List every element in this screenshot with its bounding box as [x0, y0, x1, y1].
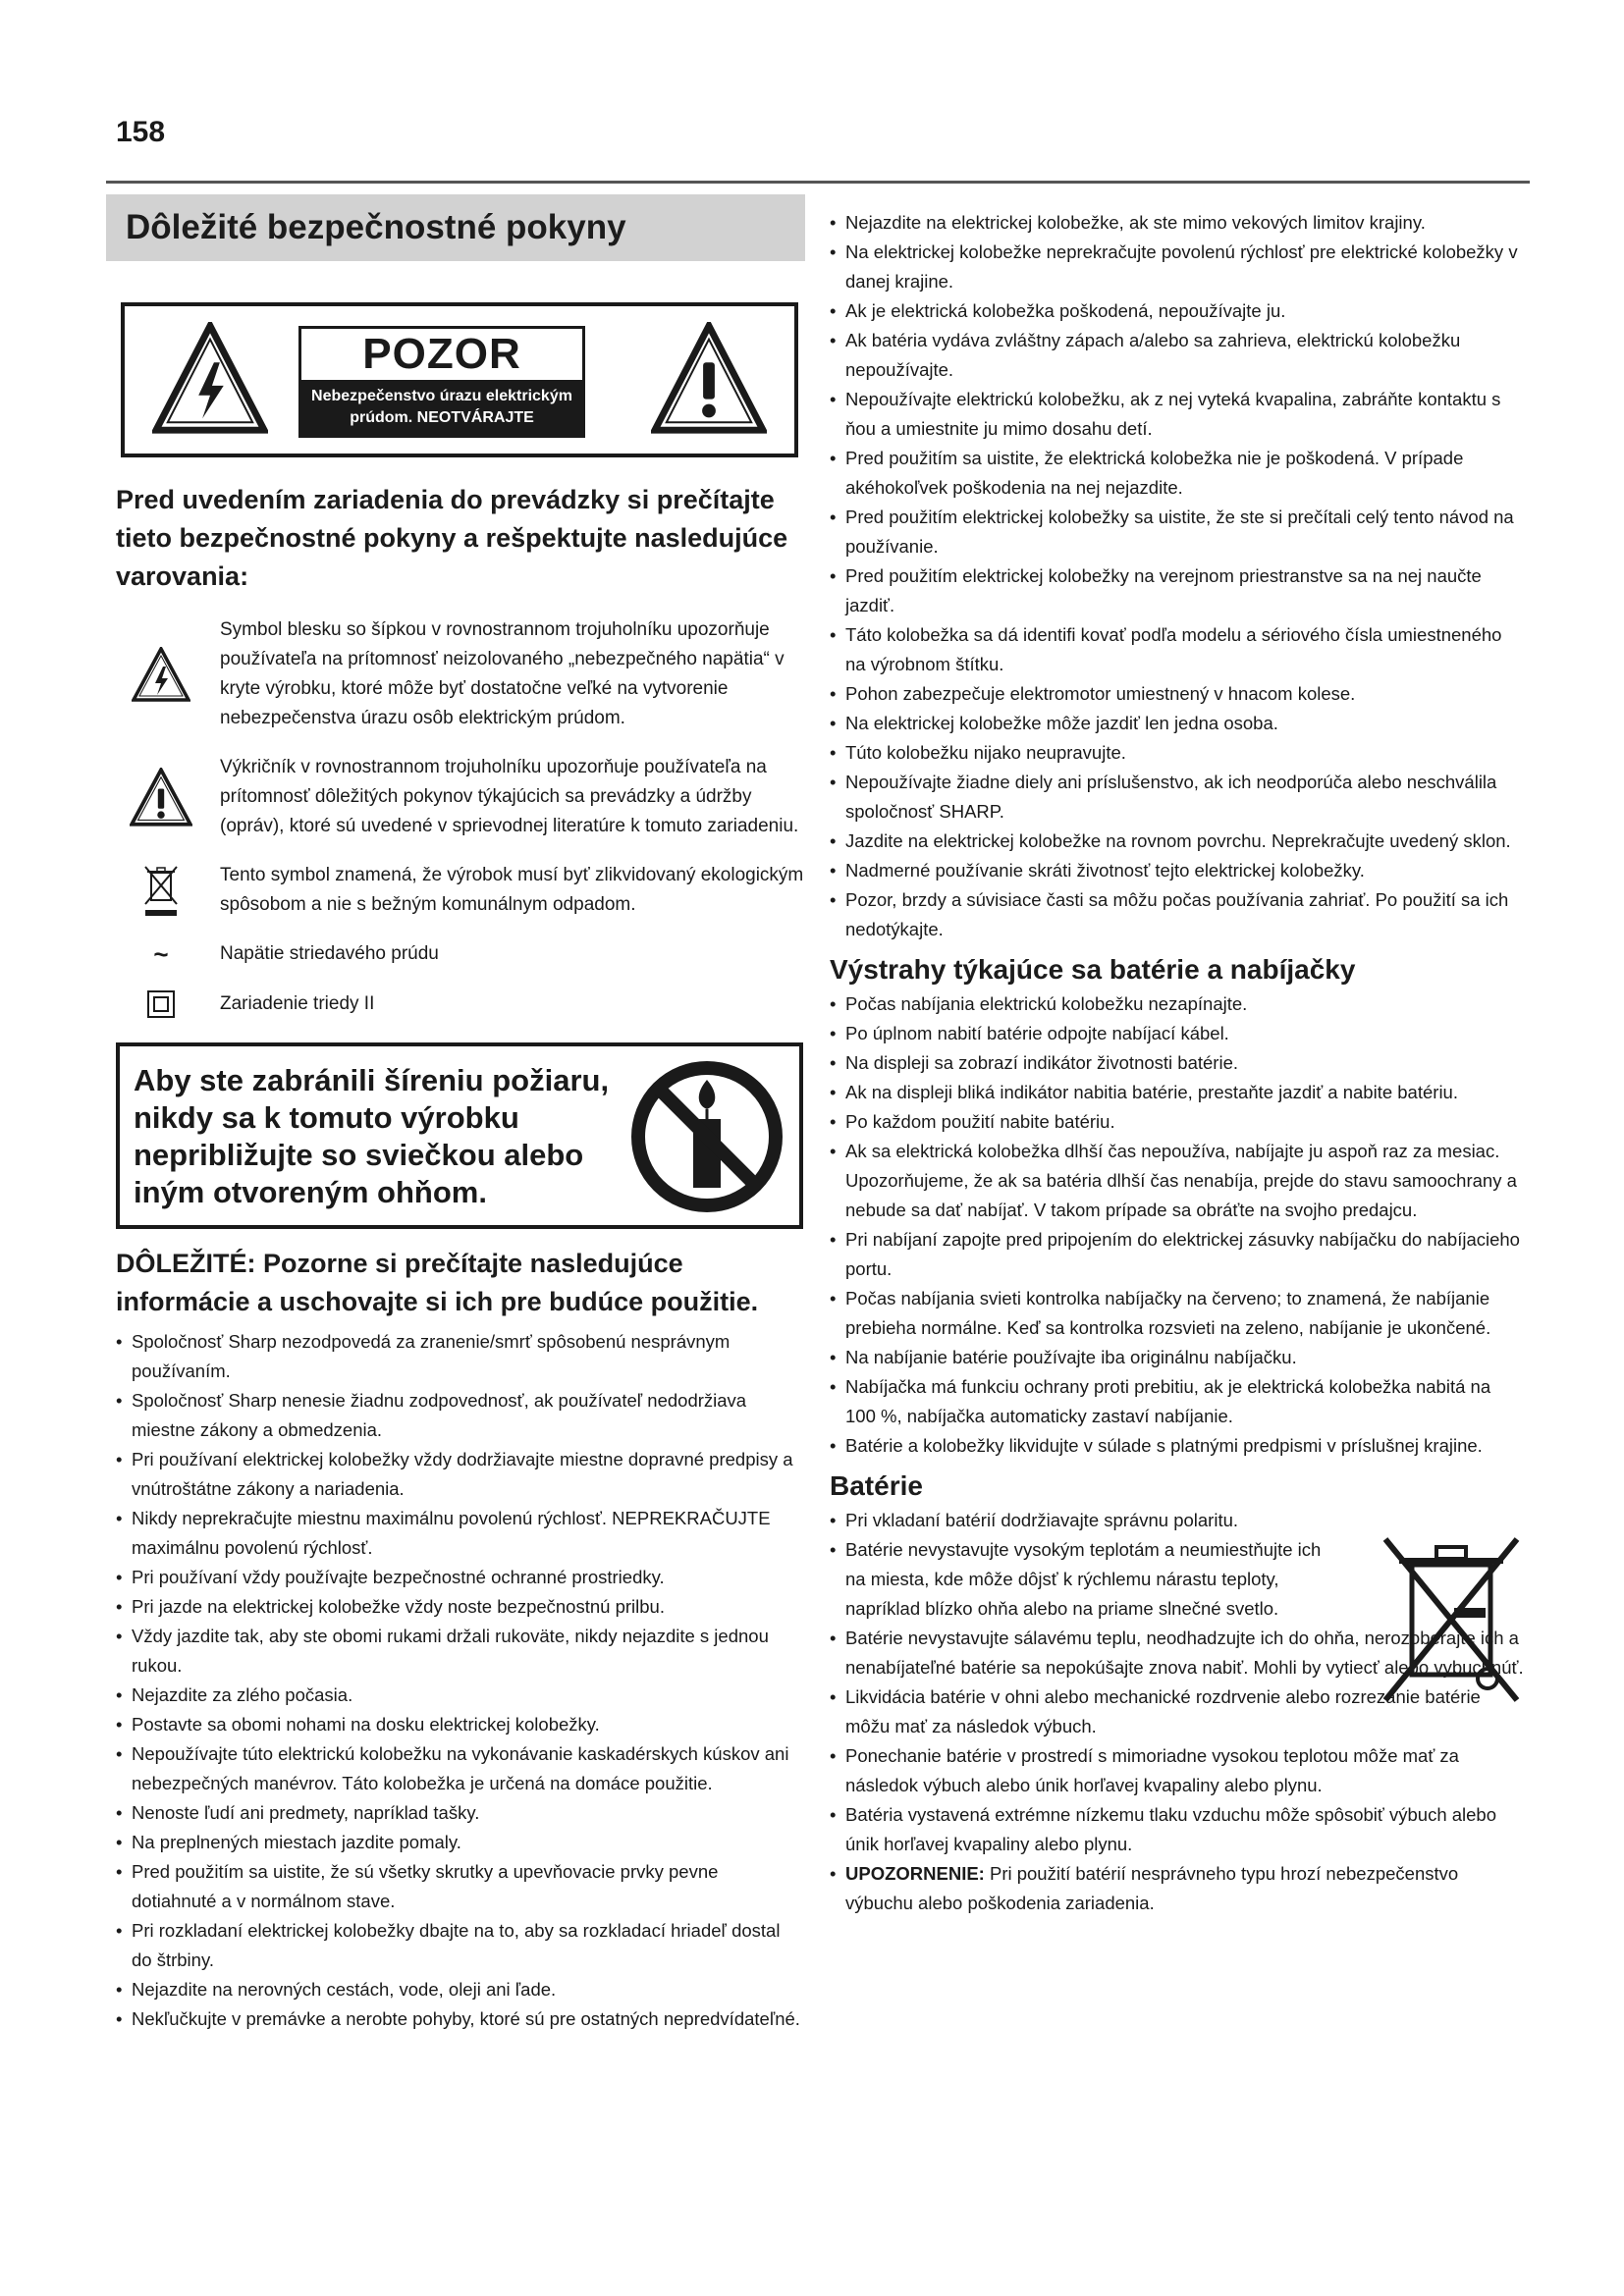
caution-box [121, 302, 798, 457]
list-item: • Nejazdite na nerovných cestách, vode, oleji ani ľade. [116, 1975, 805, 2004]
list-item: • Na elektrickej kolobežke môže jazdiť len jedna osoba. [830, 709, 1525, 738]
fire-warning-box [116, 1042, 803, 1229]
list-item: • Počas nabíjania elektrickú kolobežku nezapínajte. [830, 989, 1525, 1019]
list-item: • Pred použitím elektrickej kolobežky na verejnom priestranstve sa na nej naučte jazdiť. [830, 561, 1525, 620]
battery-heading: Batérie [830, 1470, 923, 1501]
list-item: • Pri vkladaní batérií dodržiavajte správnu polaritu. [830, 1506, 1346, 1535]
list-item: • Pred použitím sa uistite, že sú všetky skrutky a upevňovacie prvky pevne dotiahnuté a v normálnom stave. [116, 1857, 805, 1916]
list-item: • Nepoužívajte žiadne diely ani príslušenstvo, ak ich neodporúča alebo neschválila spoločnosť SHARP. [830, 768, 1525, 827]
list-item: • Ak sa elektrická kolobežka dlhší čas nepoužíva, nabíjajte ju aspoň raz za mesiac. Upozorňujeme, že ak sa batéria dlhší čas nenabíja, prejde do stavu samoochrany a nebude sa dať nabíjať. V takom prípade sa obráťte na svojho predajcu. [830, 1137, 1525, 1225]
list-item: • Počas nabíjania svieti kontrolka nabíjačky na červeno; to znamená, že nabíjanie prebieha normálne. Keď sa kontrolka rozsvieti na zeleno, nabíjanie je ukončené. [830, 1284, 1525, 1343]
list-item: • Ponechanie batérie v prostredí s mimoriadne vysokou teplotou môže mať za následok výbuch alebo únik horľavej kvapaliny alebo plynu. [830, 1741, 1525, 1800]
symbol-row-class2 [116, 989, 805, 1019]
right-column [830, 208, 1525, 1918]
list-item: • Spoločnosť Sharp nezodpovedá za zranenie/smrť spôsobenú nesprávnym používaním. [116, 1327, 805, 1386]
notice-text: Pri použití batérií nesprávneho typu hrozí nebezpečenstvo výbuchu alebo poškodenia zariadenia. [845, 1863, 1459, 1913]
symbol-row-ac [116, 939, 805, 970]
caution-subtitle-line2: prúdom. NEOTVÁRAJTE [350, 409, 534, 426]
list-item: • Nejazdite za zlého počasia. [116, 1681, 805, 1710]
list-item: • Na elektrickej kolobežke neprekračujte povolenú rýchlosť pre elektrické kolobežky v danej krajine. [830, 238, 1525, 296]
symbol-text: Zariadenie triedy II [220, 993, 375, 1014]
lightning-triangle-icon [152, 322, 268, 438]
list-item: • Pohon zabezpečuje elektromotor umiestnený v hnacom kolese. [830, 679, 1525, 709]
list-item: • Pri rozkladaní elektrickej kolobežky dbajte na to, aby sa rozkladací hriadeľ dostal do štrbiny. [116, 1916, 805, 1975]
list-item: • Nepoužívajte túto elektrickú kolobežku na vykonávanie kaskadérskych kúskov ani nebezpečných manévrov. Táto kolobežka je určená na domáce použitie. [116, 1739, 805, 1798]
symbol-list [116, 615, 805, 1019]
notice-label: UPOZORNENIE: [845, 1863, 985, 1884]
intro-heading: Pred uvedením zariadenia do prevádzky si prečítajte tieto bezpečnostné pokyny a rešpektujte nasledujúce varovania: [116, 485, 788, 591]
left-column [116, 194, 805, 2034]
list-item: • Batérie nevystavujte vysokým teplotám a neumiestňujte ich na miesta, kde môže dôjsť k rýchlemu nárastu teploty, napríklad blízko ohňa alebo na priame slnečné svetlo. [830, 1535, 1346, 1624]
list-item: • Pred použitím sa uistite, že elektrická kolobežka nie je poškodená. V prípade akéhokoľvek poškodenia na nej nejazdite. [830, 444, 1525, 503]
section-title: Dôležité bezpečnostné pokyny [126, 208, 626, 246]
important-heading: DÔLEŽITÉ: Pozorne si prečítajte nasledujúce informácie a uschovajte si ich pre budúce použitie. [116, 1249, 759, 1316]
fire-warning-text: Aby ste zabránili šíreniu požiaru, nikdy sa k tomuto výrobku nepribližujte so sviečkou alebo iným otvoreným ohňom. [134, 1063, 610, 1209]
list-item: • Batérie a kolobežky likvidujte v súlade s platnými predpismi v príslušnej krajine. [830, 1431, 1525, 1461]
caution-title: POZOR [362, 330, 521, 378]
list-item: • Ak je elektrická kolobežka poškodená, nepoužívajte ju. [830, 296, 1525, 326]
list-item: • Na displeji sa zobrazí indikátor životnosti batérie. [830, 1048, 1525, 1078]
list-item: • Nikdy neprekračujte miestnu maximálnu povolenú rýchlosť. NEPREKRAČUJTE maximálnu povolenú rýchlosť. [116, 1504, 805, 1563]
list-item: • Jazdite na elektrickej kolobežke na rovnom povrchu. Neprekračujte uvedený sklon. [830, 827, 1525, 856]
list-item: • Nejazdite na elektrickej kolobežke, ak ste mimo vekových limitov krajiny. [830, 208, 1525, 238]
list-item: • Batéria vystavená extrémne nízkemu tlaku vzduchu môže spôsobiť výbuch alebo únik horľavej kvapaliny alebo plynu. [830, 1800, 1525, 1859]
symbol-row-exclamation [116, 753, 805, 841]
list-item: • Túto kolobežku nijako neupravujte. [830, 738, 1525, 768]
right-bullet-list [830, 208, 1525, 944]
crossed-bin-icon [141, 863, 181, 918]
caution-label [298, 326, 585, 438]
symbol-row-lightning [116, 615, 805, 733]
symbol-row-bin [116, 861, 805, 920]
list-item: • Na nabíjanie batérie používajte iba originálnu nabíjačku. [830, 1343, 1525, 1372]
exclamation-triangle-icon [651, 322, 767, 438]
symbol-text: Napätie striedavého prúdu [220, 943, 439, 964]
exclamation-triangle-icon [130, 768, 192, 827]
caution-subtitle-line1: Nebezpečenstvo úrazu elektrickým [311, 388, 572, 404]
notice-item [830, 1859, 1525, 1918]
symbol-text: Výkričník v rovnostrannom trojuholníku upozorňuje používateľa na prítomnosť dôležitých pokynov týkajúcich sa prevádzky a údržby (opráv), ktoré sú uvedené v sprievodnej literatúre k tomuto zariadeniu. [220, 757, 799, 836]
list-item: • Po úplnom nabití batérie odpojte nabíjací kábel. [830, 1019, 1525, 1048]
no-open-flame-icon [628, 1058, 785, 1215]
list-item: • Nepoužívajte elektrickú kolobežku, ak z nej vyteká kvapalina, zabráňte kontaktu s ňou a umiestnite ju mimo dosahu detí. [830, 385, 1525, 444]
list-item: • Nenoste ľudí ani predmety, napríklad tašky. [116, 1798, 805, 1828]
list-item: • Postavte sa obomi nohami na dosku elektrickej kolobežky. [116, 1710, 805, 1739]
page-number: 158 [116, 116, 166, 148]
caution-subtitle [301, 380, 582, 435]
top-rule [106, 181, 1530, 184]
left-bullet-list [116, 1327, 805, 2034]
list-item: • Pri používaní elektrickej kolobežky vždy dodržiavajte miestne dopravné predpisy a vnútroštátne zákony a nariadenia. [116, 1445, 805, 1504]
list-item: • Batérie nevystavujte sálavému teplu, neodhadzujte ich do ohňa, nerozoberajte ich a nenabíjateľné batérie sa nepokúšajte znova nabiť. Mohli by vytiecť alebo vybuchnúť. [830, 1624, 1525, 1682]
list-item: • Likvidácia batérie v ohni alebo mechanické rozdrvenie alebo rozrezanie batérie môžu mať za následok výbuch. [830, 1682, 1525, 1741]
list-item: • Pred použitím elektrickej kolobežky sa uistite, že ste si prečítali celý tento návod na používanie. [830, 503, 1525, 561]
symbol-text: Tento symbol znamená, že výrobok musí byť zlikvidovaný ekologickým spôsobom a nie s bežným komunálnym odpadom. [220, 865, 804, 915]
list-item: • Nadmerné používanie skráti životnosť tejto elektrickej kolobežky. [830, 856, 1525, 885]
symbol-text: Symbol blesku so šípkou v rovnostrannom trojuholníku upozorňuje používateľa na prítomnosť neizolovaného „nebezpečného napätia“ v kryte výrobku, ktoré môže byť dostatočne veľké na vytvorenie nebezpečenstva úrazu osôb elektrickým prúdom. [220, 619, 785, 728]
list-item: • Spoločnosť Sharp nenesie žiadnu zodpovednosť, ak používateľ nedodržiava miestne zákony a obmedzenia. [116, 1386, 805, 1445]
list-item: • Na preplnených miestach jazdite pomaly. [116, 1828, 805, 1857]
list-item: • Vždy jazdite tak, aby ste obomi rukami držali rukoväte, nikdy nejazdite s jednou rukou. [116, 1622, 805, 1681]
list-item: • Pri používaní vždy používajte bezpečnostné ochranné prostriedky. [116, 1563, 805, 1592]
list-item: • Ak batéria vydáva zvláštny zápach a/alebo sa zahrieva, elektrickú kolobežku nepoužívajte. [830, 326, 1525, 385]
list-item: • Pri jazde na elektrickej kolobežke vždy noste bezpečnostnú prilbu. [116, 1592, 805, 1622]
list-item: • Nekľučkujte v premávke a nerobte pohyby, ktoré sú pre ostatných nepredvídateľné. [116, 2004, 805, 2034]
list-item: • Táto kolobežka sa dá identifi kovať podľa modelu a sériového čísla umiestneného na výrobnom štítku. [830, 620, 1525, 679]
list-item: • Pri nabíjaní zapojte pred pripojením do elektrickej zásuvky nabíjačku do nabíjacieho portu. [830, 1225, 1525, 1284]
double-square-icon [146, 989, 176, 1019]
charger-bullet-list [830, 989, 1525, 1461]
battery-section [830, 1470, 1525, 1918]
list-item: • Ak na displeji bliká indikátor nabitia batérie, prestaňte jazdiť a nabite batériu. [830, 1078, 1525, 1107]
tilde-icon: ~ [153, 939, 169, 969]
list-item: • Pozor, brzdy a súvisiace časti sa môžu počas používania zahriať. Po použití sa ich nedotýkajte. [830, 885, 1525, 944]
lightning-triangle-icon [132, 647, 190, 702]
section-title-bar [106, 194, 805, 261]
list-item: • Nabíjačka má funkciu ochrany proti prebitiu, ak je elektrická kolobežka nabitá na 100 %, nabíjačka automaticky zastaví nabíjanie. [830, 1372, 1525, 1431]
list-item: • Po každom použití nabite batériu. [830, 1107, 1525, 1137]
charger-heading: Výstrahy týkajúce sa batérie a nabíjačky [830, 954, 1356, 985]
